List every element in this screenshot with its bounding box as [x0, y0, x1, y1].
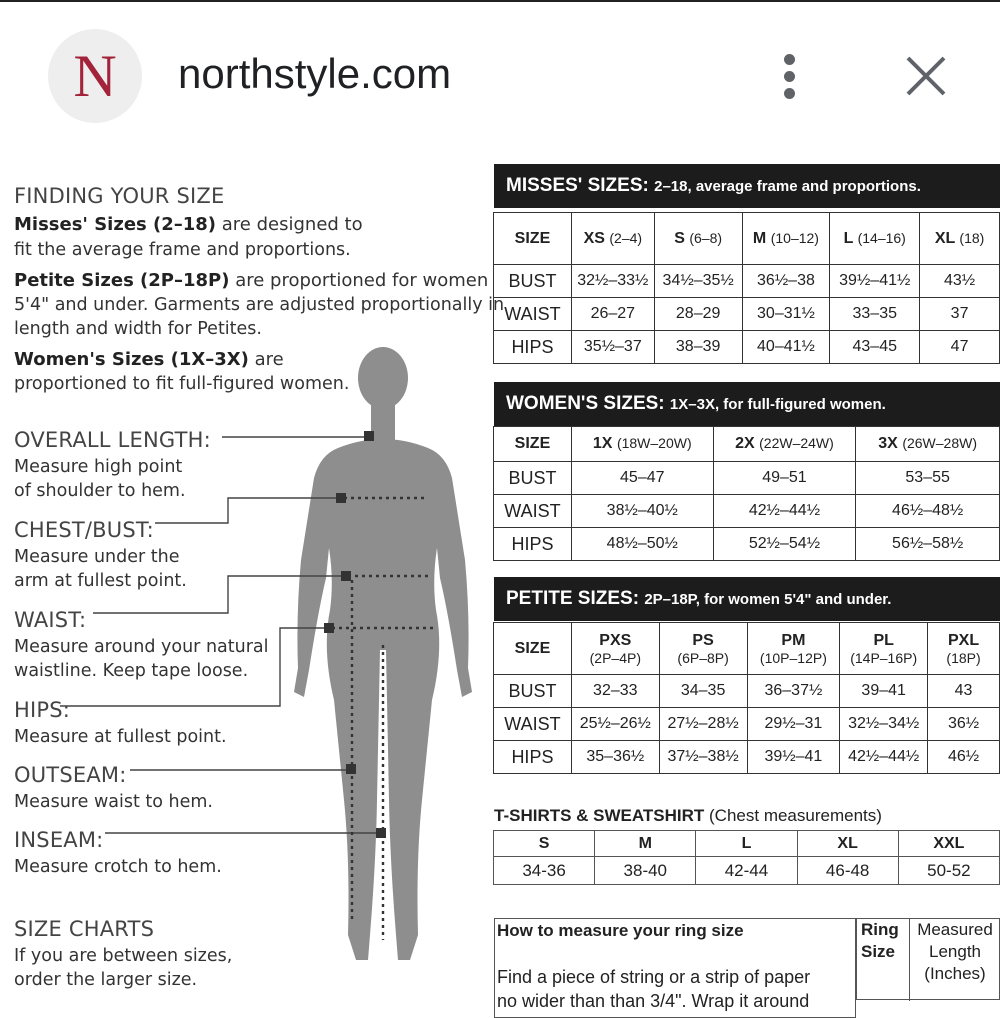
table-cell: 37 [920, 298, 1000, 331]
table-cell: 39½–41 [747, 741, 840, 774]
size-range: (22W–24W) [759, 435, 834, 451]
table-cell: 49–51 [713, 462, 856, 495]
size-charts-line2: order the larger size. [14, 970, 198, 990]
tshirts-title-rest: (Chest measurements) [704, 806, 882, 825]
table-row [494, 265, 1000, 298]
size-code: L [843, 229, 854, 247]
header-cell: XL [797, 831, 898, 857]
table-cell: 43 [928, 675, 1000, 708]
table-cell: 32½–34½ [840, 708, 928, 741]
table-cell: 42½–44½ [713, 495, 856, 528]
misses-subtitle: 2–18, average frame and proportions. [654, 178, 921, 195]
women-desc-2: proportioned to fit full-figured women. [14, 374, 350, 394]
size-range: (6P–8P) [677, 649, 729, 666]
misses-title-text: MISSES' SIZES: [506, 175, 649, 196]
table-cell: 38–39 [654, 331, 742, 364]
size-code: PM [781, 631, 806, 649]
table-cell: 35–36½ [571, 741, 659, 774]
table-cell: 46½ [928, 741, 1000, 774]
header-cell [747, 623, 840, 675]
row-label: BUST [494, 265, 572, 298]
row-label: BUST [494, 675, 572, 708]
ring-size-text-line: no wider than than 3/4". Wrap it around [497, 991, 810, 1011]
petite-sizes-title [494, 577, 1000, 621]
petite-size-table [493, 622, 1000, 774]
petite-desc-bold: Petite Sizes (2P–18P) [14, 270, 230, 291]
ring-length-col: Measured Length (Inches) [909, 919, 1000, 1001]
measure-outseam-line1: Measure waist to hem. [14, 792, 213, 812]
size-charts-line1: If you are between sizes, [14, 946, 233, 966]
petite-title-text: PETITE SIZES: [506, 588, 640, 609]
table-cell: 38½–40½ [571, 495, 713, 528]
size-code: PXS [599, 631, 632, 649]
women-sizes-title [494, 382, 1000, 426]
table-row [494, 462, 1000, 495]
size-range: (18W–20W) [616, 435, 692, 451]
size-code: XS [583, 229, 605, 247]
measure-chest-line2: arm at fullest point. [14, 571, 187, 591]
measure-overall-line1: Measure high point [14, 457, 183, 477]
header-cell [654, 213, 742, 265]
table-row [494, 741, 1000, 774]
header-cell: XXL [898, 831, 999, 857]
size-range: (26W–28W) [902, 435, 977, 451]
table-row [494, 298, 1000, 331]
table-cell: 42-44 [696, 857, 797, 885]
table-cell: 46-48 [797, 857, 898, 885]
measure-waist-title: WAIST: [14, 608, 87, 632]
header-cell [830, 213, 920, 265]
size-range: (18) [959, 229, 985, 246]
header-cell [571, 213, 654, 265]
size-code: PXL [947, 631, 980, 649]
header-cell: M [595, 831, 696, 857]
table-cell: 35½–37 [571, 331, 654, 364]
misses-desc-rest: are designed to [216, 214, 363, 235]
size-range: (18P) [946, 649, 981, 666]
table-row [494, 675, 1000, 708]
ring-size-table-header [856, 918, 1000, 1000]
table-cell: 27½–28½ [659, 708, 747, 741]
ring-size-text [497, 965, 847, 1013]
measure-inseam-line1: Measure crotch to hem. [14, 857, 222, 877]
measure-overall-title: OVERALL LENGTH: [14, 428, 211, 452]
size-range: (14P–16P) [850, 649, 918, 666]
misses-desc-2: fit the average frame and proportions. [14, 240, 351, 260]
table-cell: 43½ [920, 265, 1000, 298]
misses-size-table [493, 212, 1000, 364]
finding-size-title: FINDING YOUR SIZE [14, 184, 225, 208]
table-cell: 25½–26½ [571, 708, 659, 741]
table-cell: 33–35 [830, 298, 920, 331]
header-cell: SIZE [494, 427, 572, 462]
size-code: PL [873, 631, 894, 649]
women-desc-rest: are [248, 349, 284, 370]
table-cell: 28–29 [654, 298, 742, 331]
measure-hips-title: HIPS: [14, 698, 71, 722]
measure-inseam-title: INSEAM: [14, 828, 104, 852]
table-cell: 47 [920, 331, 1000, 364]
table-header-row [494, 831, 1000, 857]
header-cell [571, 623, 659, 675]
table-cell: 30–31½ [742, 298, 830, 331]
table-cell: 36–37½ [747, 675, 840, 708]
favicon-letter: N [73, 43, 117, 109]
table-cell: 36½ [928, 708, 1000, 741]
header-cell: L [696, 831, 797, 857]
size-range: (2P–4P) [589, 649, 641, 666]
table-cell: 36½–38 [742, 265, 830, 298]
row-label: HIPS [494, 741, 572, 774]
women-subtitle: 1X–3X, for full-figured women. [669, 396, 886, 413]
row-label: HIPS [494, 331, 572, 364]
table-cell: 52½–54½ [713, 528, 856, 561]
size-range: (14–16) [857, 229, 906, 246]
row-label: HIPS [494, 528, 572, 561]
size-range: (10P–12P) [759, 649, 827, 666]
women-desc-bold: Women's Sizes (1X–3X) [14, 349, 249, 370]
measure-outseam-title: OUTSEAM: [14, 763, 127, 787]
table-row [494, 331, 1000, 364]
header-cell [840, 623, 928, 675]
tshirts-title [494, 806, 882, 826]
row-label: BUST [494, 462, 572, 495]
petite-desc-rest: are proportioned for women [229, 270, 489, 291]
table-cell: 39½–41½ [830, 265, 920, 298]
table-header-row [494, 623, 1000, 675]
header-cell [659, 623, 747, 675]
measure-overall-line2: of shoulder to hem. [14, 481, 186, 501]
size-code: 1X [592, 435, 613, 452]
size-range: (10–12) [770, 229, 819, 246]
header-cell [571, 427, 713, 462]
table-cell: 48½–50½ [571, 528, 713, 561]
size-code: PS [692, 631, 714, 649]
header-cell [928, 623, 1000, 675]
site-domain[interactable]: northstyle.com [178, 50, 452, 97]
table-cell: 43–45 [830, 331, 920, 364]
petite-subtitle: 2P–18P, for women 5'4" and under. [644, 591, 892, 608]
table-row [494, 495, 1000, 528]
table-cell: 39–41 [840, 675, 928, 708]
table-cell: 37½–38½ [659, 741, 747, 774]
table-row [494, 528, 1000, 561]
misses-sizes-title [494, 164, 1000, 208]
table-cell: 40–41½ [742, 331, 830, 364]
table-cell: 32½–33½ [571, 265, 654, 298]
header-cell [856, 427, 1000, 462]
size-code: 3X [878, 435, 898, 452]
table-cell: 34-36 [494, 857, 595, 885]
tshirts-size-table [493, 830, 1000, 885]
ring-size-title: How to measure your ring size [497, 921, 744, 940]
size-code: S [674, 229, 685, 247]
ring-size-text-line: Find a piece of string or a strip of paper [497, 967, 811, 987]
table-cell: 46½–48½ [856, 495, 1000, 528]
table-cell: 56½–58½ [856, 528, 1000, 561]
row-label: WAIST [494, 298, 572, 331]
size-range: (2–4) [609, 229, 643, 246]
measure-chest-line1: Measure under the [14, 547, 180, 567]
header-cell: SIZE [494, 623, 572, 675]
table-cell: 42½–44½ [840, 741, 928, 774]
women-size-table [493, 426, 1000, 561]
table-cell: 34½–35½ [654, 265, 742, 298]
size-code: 2X [735, 435, 755, 452]
table-cell: 26–27 [571, 298, 654, 331]
measure-waist-line1: Measure around your natural [14, 637, 269, 657]
measure-chest-title: CHEST/BUST: [14, 518, 154, 542]
measure-waist-line2: waistline. Keep tape loose. [14, 661, 249, 681]
header-cell: S [494, 831, 595, 857]
row-label: WAIST [494, 708, 572, 741]
header-cell [742, 213, 830, 265]
header-cell [920, 213, 1000, 265]
header-cell: SIZE [494, 213, 572, 265]
measure-hips-line1: Measure at fullest point. [14, 727, 227, 747]
size-code: XL [934, 229, 955, 247]
table-header-row [494, 427, 1000, 462]
women-title-text: WOMEN'S SIZES: [506, 393, 665, 414]
petite-desc-2: 5'4" and under. Garments are adjusted proportionally in [14, 295, 505, 315]
petite-desc-3: length and width for Petites. [14, 319, 262, 339]
size-charts-title: SIZE CHARTS [14, 917, 155, 941]
table-header-row [494, 213, 1000, 265]
table-row [494, 857, 1000, 885]
size-code: M [752, 229, 767, 247]
table-cell: 34–35 [659, 675, 747, 708]
misses-desc-bold: Misses' Sizes (2–18) [14, 214, 217, 235]
row-label: WAIST [494, 495, 572, 528]
table-cell: 32–33 [571, 675, 659, 708]
table-cell: 53–55 [856, 462, 1000, 495]
table-cell: 45–47 [571, 462, 713, 495]
size-range: (6–8) [689, 229, 723, 246]
header-cell [713, 427, 856, 462]
ring-size-col: Ring Size [861, 920, 899, 961]
table-cell: 50-52 [898, 857, 999, 885]
ring-size-box [494, 918, 856, 1018]
table-cell: 29½–31 [747, 708, 840, 741]
table-cell: 38-40 [595, 857, 696, 885]
tshirts-title-bold: T-SHIRTS & SWEATSHIRT [494, 806, 705, 825]
table-row [494, 708, 1000, 741]
